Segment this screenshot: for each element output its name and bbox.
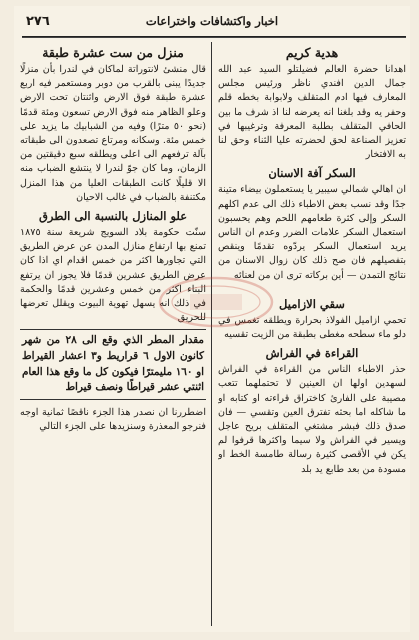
section-text-building: قال منشئ لانتوراتة لماكان في لندرا بأن منزلًا جديدًا يبنى بالقرب من دوبر ومستعمر فيه اربع عشرة طبقة فوق الارض واثنتان تحت الارض وعلو الظاهر منه فوق الارض تسعون ومئة قدمًا (نحو ٥٠ مترًا) وفيه من الشبابيك ما يزيد على خمس مئة. وسكانه ومرتاع تصعدون الى طبقاته بآلة ترفعهم الى اعلى ويطلقه سبع دقيقتين من الزمان، وما كان جوّ لندرا لا ينتشع الضباب منه الا قليلًا كانت الطبقات العليا من هذا المنزل مكتنفة بالضباب في غالب الاحيان [20, 64, 206, 203]
editor-note: اضطررنا ان نصدر هذا الجزء ناقصًا ثمانية اوجه فنرجو المعذرة وسنزيدها على الجزء التالي [20, 406, 206, 433]
magazine-page [14, 6, 410, 632]
section-text-reading: حذر الاطباء الناس من القراءة في الفراش لسهدين اولها ان العينين لا تحتملهما تتعب مصيبة على الفارئ كاختراق قراءته او كتابه او ما شاكله اما بحثه تفترق العين وتقسي — فان صدق ذلك فبشر مشتغي المتقلف بريح عاجل ويسير في الفراش ولا سيما واكثرها قرفوا لم يكن في الأقصى كثيرة رسالة طامسة الخط او مسودة من بعد طابع يد بلد [218, 364, 406, 475]
section-title-building: منزل من ست عشرة طبقة [42, 45, 184, 60]
page-header [14, 6, 410, 36]
running-title: اخبار واكتشافات واختراعات [145, 14, 279, 28]
rainfall-notice: مقدار المطر الذي وقع الى ٢٨ من شهر كانون الاول ٦ قراريط و٣ اعشار القيراط او ١٦٠ مليمترًا فيكون كل ما وقع هذا العام اثنتي عشر قيراطًا ونصف قيراط [20, 329, 206, 399]
left-column [20, 42, 206, 628]
spacer [218, 285, 406, 293]
column-divider [211, 42, 212, 626]
section-text-gift: اهدانا حضرة العالم فضيلتلو السيد عبد الله جمال الدين افندي ناظر ورئيس مجلس المعارف فيها ادم المتقلف ولابوابة بخطه قلم وحفر يه وقد بلغنا انه يعرضه لنا اذ شرف ما بين الحافي المتقلف بطلبة المعرفة وترغيبها في تعزيز الصناعة لحق لحضرته عليا الثناء وحق لنا به الافتخار [218, 64, 406, 161]
section-title-reading: القراءة في الفراش [265, 346, 359, 361]
section-title-sugar: السكر آفة الاسنان [268, 166, 356, 181]
section-text-sugar: ان اهالي شمالي سيبير يا يستعملون بيضاء متينة جدًا وقد نسب بعض الاطباء ذلك الى عدم اكلهم السكر وإلى كثرة طعامهم اللحم وهم يحسبون استعمال السكر علامات الضرر وعدم ان الناس يريد استعمال السكر يردّوه تقدمًا وينقص بتفصيلهم فان صح ذلك كان زوال الاسنان من نتائج التمدن — أين بركاته ترى ان من لعنائه [218, 184, 406, 281]
section-title-gift: هدية كريم [285, 45, 339, 60]
section-title-chisels: سقي الازاميل [279, 296, 345, 311]
page-number: ٢٧٦ [26, 14, 50, 29]
section-text-roads: سنّت حكومة بلاد السويج شريعة سنة ١٨٧٥ تمنع بها ارتفاع منازل المدن عن عرض الطريق التي تجاورها اكثر من خمس اقدام اي اذا كان عرض الطريق عشرين قدمًا فلا يجوز ان يرتفع البناء اكثر من خمس وعشرين قدمًا والحكمة في ذلك انه يسهل تهوية البيوت ويقلل تعرضها للحريق [20, 227, 206, 324]
section-title-roads: علو المنازل بالنسبة الى الطرق [38, 209, 188, 224]
section-text-chisels: تحمي ازاميل الفولاذ بحرارة ويطلقه تغمس في دلو ماء سطحه مغطى بطبقة من الزيت تقسيه [218, 314, 406, 341]
right-column [218, 42, 406, 628]
header-rule [22, 36, 406, 38]
